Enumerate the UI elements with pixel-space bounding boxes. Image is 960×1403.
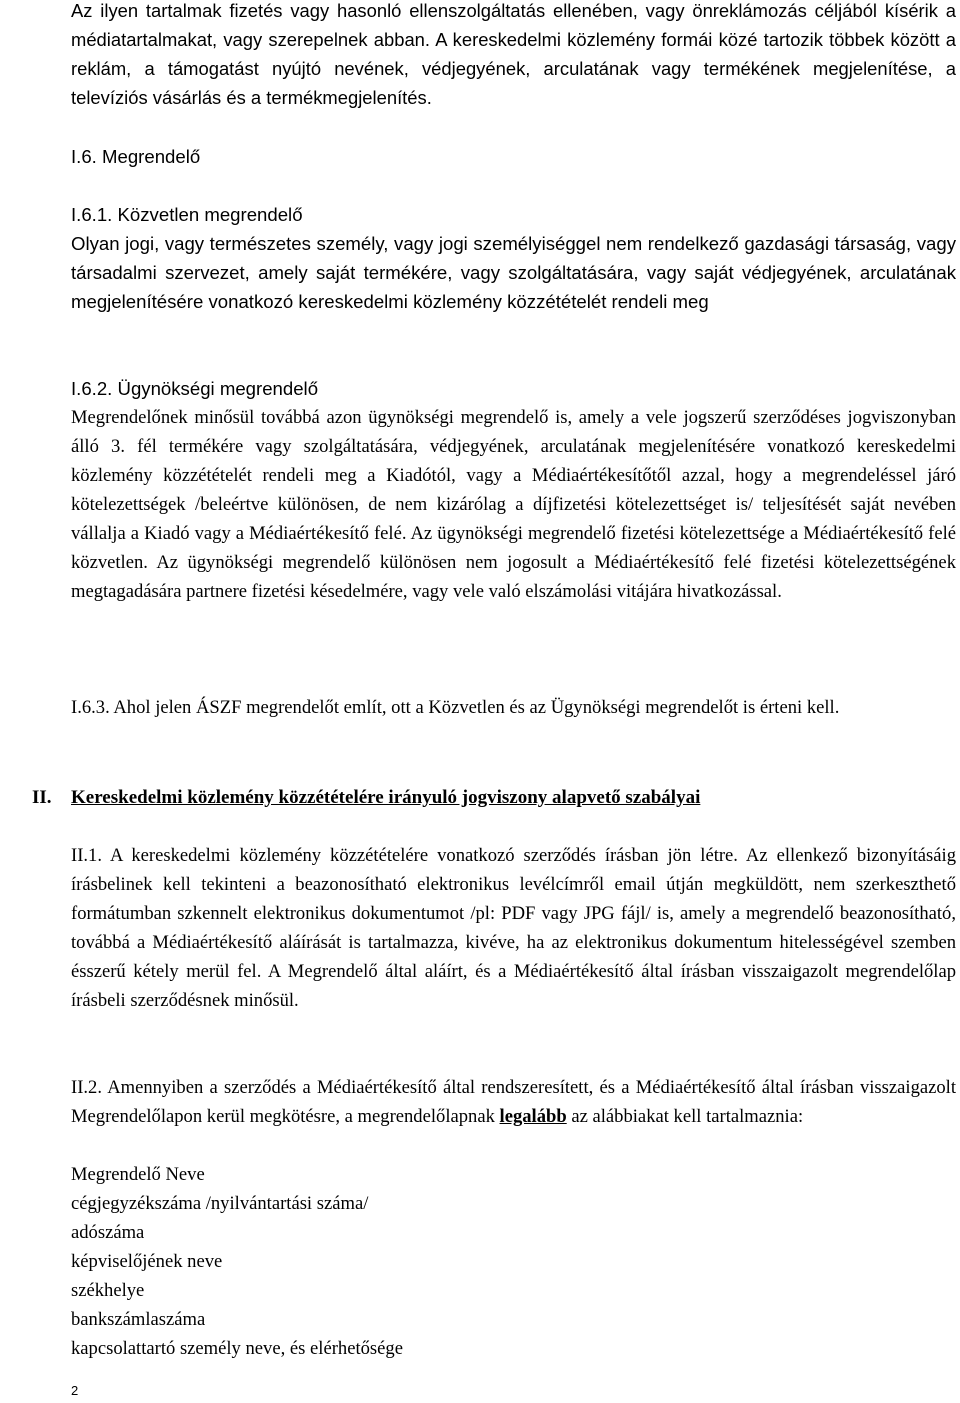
subsection-text-i63: I.6.3. Ahol jelen ÁSZF megrendelőt említ, ott a Közvetlen és az Ügynökségi megrendelőt is érteni kell. xyxy=(71,697,840,718)
list-item: kapcsolattartó személy neve, és elérhetősége xyxy=(71,1338,403,1359)
intro-paragraph: Az ilyen tartalmak fizetés vagy hasonló ellenszolgáltatás ellenében, vagy önreklámozás céljából kísérik a médiatartalmakat, vagy szerepelnek abban. A kereskedelmi közlemény formái közé tartozik többek között a reklám, a támogatást nyújtó nevének, védjegyének, arculatának vagy termékének megjelenítése, a televíziós vásárlás és a termékmegjelenítés. xyxy=(71,0,956,108)
subsection-heading-i61: I.6.1. Közvetlen megrendelő xyxy=(71,204,303,225)
chapter-title: Kereskedelmi közlemény közzétételére irányuló jogviszony alapvető szabályai xyxy=(71,787,701,808)
subsection-heading-i62: I.6.2. Ügynökségi megrendelő xyxy=(71,378,319,399)
paragraph-ii2 xyxy=(71,1073,956,1131)
required-fields-list xyxy=(71,1160,403,1363)
list-item: bankszámlaszáma xyxy=(71,1309,206,1330)
page-number: 2 xyxy=(71,1383,79,1398)
emphasis-legalabb: legalább xyxy=(499,1106,567,1127)
paragraph-ii1: II.1. A kereskedelmi közlemény közzétételére vonatkozó szerződés írásban jön létre. Az ellenkező bizonyításáig írásbelinek kell tekinteni a beazonosítható elektronikus levélcímről email útján megküldött, nem szerkeszthető formátumban szkennelt elektronikus dokumentumot /pl: PDF vagy JPG fájl/ is, amely a megrendelő beazonosítható, továbbá a Médiaértékesítő aláírását is tartalmazza, kivéve, ha az elektronikus dokumentum hitelességével szemben ésszerű kétely merül fel. A Megrendelő által aláírt, és a Médiaértékesítő által írásban visszaigazolt megrendelőlap írásbeli szerződésnek minősül. xyxy=(71,845,956,1011)
subsection-text-i61: Olyan jogi, vagy természetes személy, vagy jogi személyiséggel nem rendelkező gazdasági társaság, vagy társadalmi szervezet, amely saját termékére, vagy szolgáltatására, vagy saját védjegyének, arculatának megjelenítésére vonatkozó kereskedelmi közlemény közzétételét rendeli meg xyxy=(71,233,956,312)
paragraph-ii2-text: II.2. Amennyiben a szerződés a Médiaértékesítő által rendszeresített, és a Médiaértékesítő által írásban visszaigazolt Megrendelőlapon kerül megkötésre, a megrendelőlapnak xyxy=(71,1077,956,1127)
chapter-number: II. xyxy=(32,787,52,808)
list-item: Megrendelő Neve xyxy=(71,1164,205,1185)
section-heading-i6: I.6. Megrendelő xyxy=(71,146,201,167)
paragraph-ii2-tail: az alábbiakat kell tartalmaznia: xyxy=(566,1106,804,1127)
list-item: adószáma xyxy=(71,1222,145,1243)
list-item: cégjegyzékszáma /nyilvántartási száma/ xyxy=(71,1193,369,1214)
list-item: székhelye xyxy=(71,1280,145,1301)
subsection-text-i62: Megrendelőnek minősül továbbá azon ügynökségi megrendelő is, amely a vele jogszerű szerződéses jogviszonyban álló 3. fél termékére vagy szolgáltatására, védjegyének, arculatának megjelenítésére vonatkozó kereskedelmi közlemény közzétételét rendeli meg a Kiadótól, vagy a Médiaértékesítőtől azzal, hogy a megrendeléssel járó kötelezettségek /beleértve különösen, de nem kizárólag a díjfizetési kötelezettséget is/ teljesítését saját nevében vállalja a Kiadó vagy a Médiaértékesítő felé. Az ügynökségi megrendelő fizetési kötelezettsége a Médiaértékesítő felé közvetlen. Az ügynökségi megrendelő különösen nem jogosult a Médiaértékesítő felé fizetési kötelezettségének megtagadására partnere fizetési késedelmére, vagy vele való elszámolási vitájára hivatkozással. xyxy=(71,407,956,602)
list-item: képviselőjének neve xyxy=(71,1251,223,1272)
